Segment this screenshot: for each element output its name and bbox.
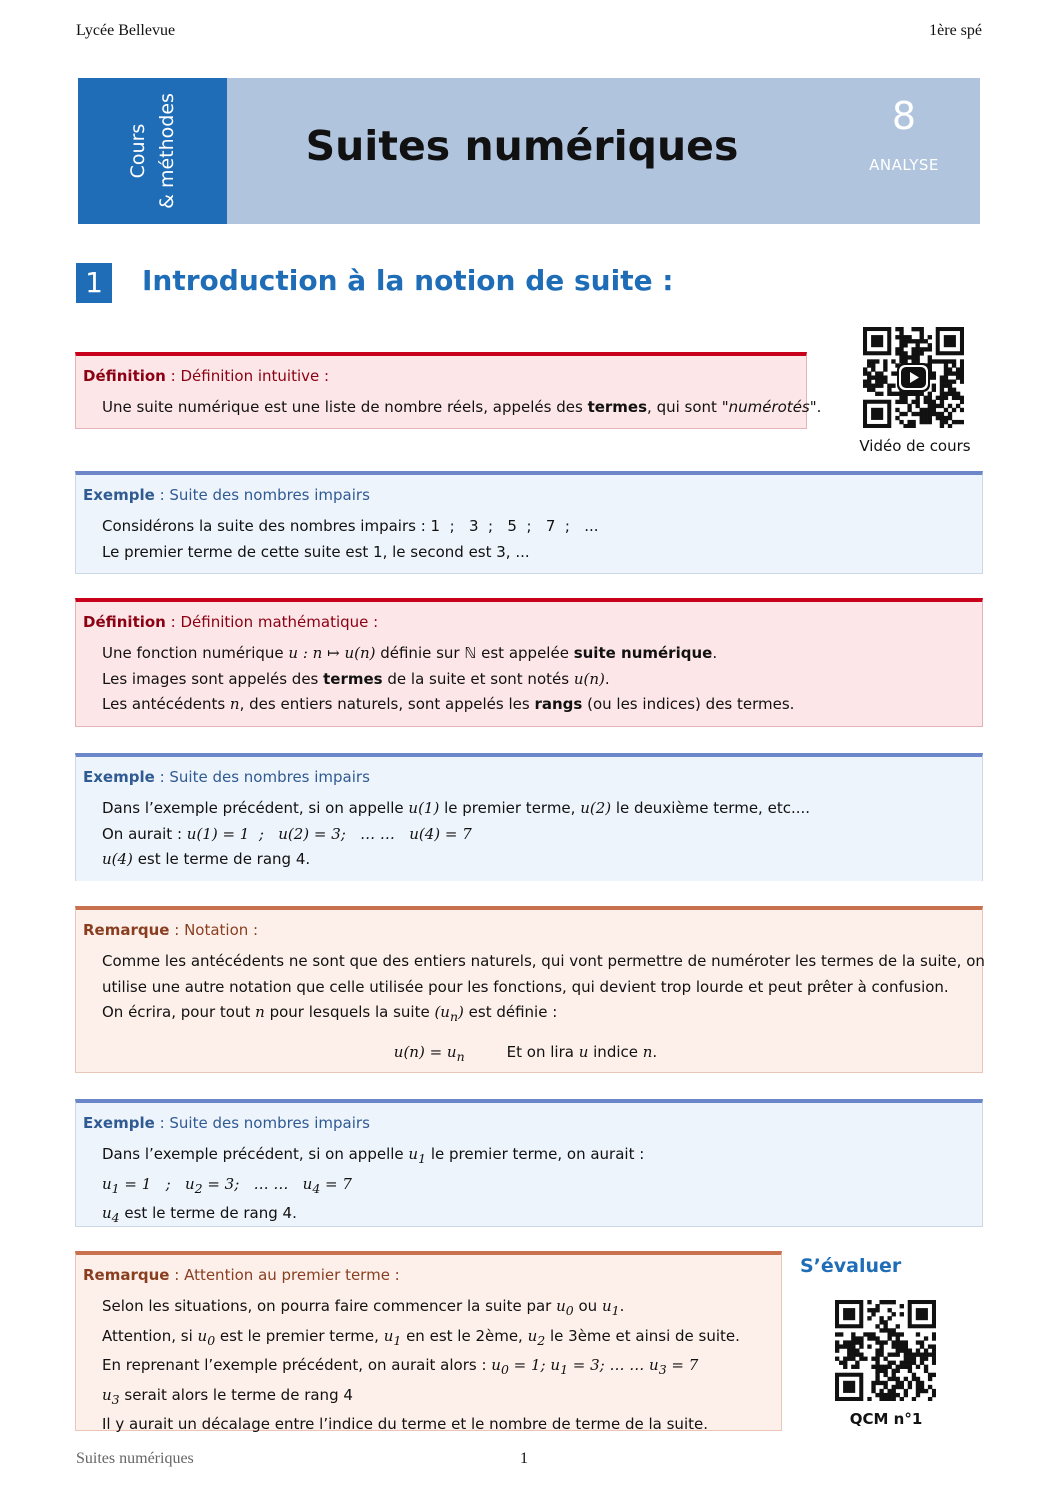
text: pour lesquels la suite <box>264 1003 435 1021</box>
math: = 3; … … <box>202 1174 303 1193</box>
math: ) <box>458 1003 464 1021</box>
math-subscript: 3 <box>111 1391 120 1407</box>
text: est le premier terme, <box>215 1326 384 1345</box>
banner-tag-line2: & méthodes <box>155 93 178 209</box>
math: u(n) <box>573 669 605 688</box>
box-line <box>102 1201 968 1231</box>
notation-formula <box>83 1040 968 1069</box>
math-subscript: 1 <box>393 1332 402 1348</box>
text: Les images sont appelés des <box>102 669 324 688</box>
box-line: Considérons la suite des nombres impairs : 1 ; 3 ; 5 ; 7 ; ... <box>102 517 599 535</box>
self-evaluate-heading: S’évaluer <box>800 1255 902 1277</box>
box-line <box>102 1294 767 1324</box>
box-subtitle: : Notation : <box>174 921 259 939</box>
math: u(n) = u <box>393 1042 457 1061</box>
box-heading <box>83 1265 767 1285</box>
math: u <box>197 1326 208 1345</box>
banner-tag-text <box>124 93 182 209</box>
math: (u <box>434 1003 450 1021</box>
box-heading <box>83 366 792 386</box>
box-line <box>102 667 968 693</box>
chapter-number: 8 <box>891 94 917 138</box>
box-line <box>102 641 968 667</box>
text: (ou les indices) des termes. <box>582 695 795 713</box>
text: , des entiers naturels, sont appelés les <box>239 695 535 713</box>
math: u(2) <box>580 799 612 817</box>
text: On aurait : <box>102 824 187 843</box>
box-line <box>102 1324 767 1354</box>
text: de la suite et sont notés <box>382 669 574 688</box>
box-subtitle: : Définition intuitive : <box>170 367 330 385</box>
definition-box-mathematical <box>75 598 983 727</box>
text: Et on lira <box>506 1042 579 1061</box>
math: u(4) <box>102 850 133 868</box>
text: ou <box>573 1297 602 1315</box>
box-heading <box>83 485 968 505</box>
text: est le terme de rang 4. <box>132 850 311 868</box>
math: = 7 <box>320 1174 352 1193</box>
keyword-suite-numerique: suite numérique <box>573 644 713 662</box>
box-heading <box>83 1113 968 1133</box>
math-subscript: 0 <box>207 1332 216 1348</box>
example-box-2 <box>75 753 983 881</box>
box-kind: Exemple <box>83 768 155 786</box>
math: = 1; <box>508 1356 551 1374</box>
text: Dans l’exemple précédent, si on appelle <box>102 799 409 817</box>
header-school: Lycée Bellevue <box>76 22 176 39</box>
text: le premier terme, <box>439 799 581 817</box>
math: = 1 ; <box>119 1174 185 1193</box>
text: Une fonction numérique <box>102 644 289 662</box>
math-subscript: 1 <box>418 1151 427 1166</box>
box-subtitle: : Définition mathématique : <box>170 613 379 631</box>
text: Les antécédents <box>102 695 230 713</box>
banner-title-area <box>227 78 980 224</box>
math: n <box>255 1003 265 1021</box>
text: est définie : <box>463 1003 558 1021</box>
definition-box-intuitive <box>75 352 822 429</box>
box-line: utilise une autre notation que celle utilisée pour les fonctions, qui devient trop lourde et peut prêter à confusion. <box>102 977 949 996</box>
math-subscript: 1 <box>111 1180 120 1196</box>
box-kind: Exemple <box>83 486 155 504</box>
box-heading <box>83 767 968 787</box>
box-subtitle: : Suite des nombres impairs <box>159 768 370 786</box>
math: = 3; … … <box>568 1356 650 1374</box>
chapter-domain: ANALYSE <box>869 156 939 174</box>
math-subscript: n <box>449 1009 459 1024</box>
remark-box-notation <box>75 906 983 1073</box>
math: n <box>642 1042 653 1061</box>
math: u <box>556 1297 566 1315</box>
banner-tag <box>78 78 227 224</box>
math-subscript: n <box>456 1048 465 1064</box>
text: . <box>604 669 610 688</box>
page-number: 1 <box>520 1450 528 1467</box>
box-line <box>102 1142 968 1172</box>
text: Selon les situations, on pourra faire commencer la suite par <box>102 1297 557 1315</box>
box-line <box>102 1172 968 1202</box>
box-line <box>102 796 968 822</box>
math: u <box>102 1204 112 1222</box>
box-subtitle: : Suite des nombres impairs <box>159 486 370 504</box>
text: est le terme de rang 4. <box>119 1204 297 1222</box>
box-line <box>102 692 968 718</box>
text: indice <box>588 1042 643 1061</box>
text: Dans l’exemple précédent, si on appelle <box>102 1145 409 1163</box>
quiz-qr-caption: QCM n°1 <box>849 1410 923 1428</box>
quiz-qr-code[interactable] <box>835 1300 936 1401</box>
text: définie sur ℕ est appelée <box>375 644 574 662</box>
box-line <box>102 1000 968 1030</box>
box-heading <box>83 612 968 632</box>
footer-title: Suites numériques <box>76 1450 194 1467</box>
math: u <box>527 1326 538 1345</box>
text: le 3ème et ainsi de suite. <box>545 1326 740 1345</box>
box-line <box>102 1383 767 1413</box>
math: u <box>649 1356 659 1374</box>
text: Une suite numérique est une liste de nombre réels, appelés des <box>102 398 588 416</box>
box-line <box>102 847 968 873</box>
video-qr-code[interactable] <box>863 327 964 428</box>
math: u <box>102 1385 112 1404</box>
text: . <box>652 1042 658 1061</box>
text: En reprenant l’exemple précédent, on aurait alors : <box>102 1356 492 1374</box>
box-line <box>102 1353 767 1383</box>
math: u <box>184 1174 195 1193</box>
text: le premier terme, on aurait : <box>426 1145 645 1163</box>
example-box-3 <box>75 1099 983 1227</box>
box-line: Il y aurait un décalage entre l’indice du terme et le nombre de terme de la suite. <box>102 1415 708 1433</box>
math-subscript: 0 <box>565 1303 574 1318</box>
page-title: Suites numériques <box>305 122 739 170</box>
math-subscript: 2 <box>537 1332 546 1348</box>
math: u(1) = 1 ; u(2) = 3; … … u(4) = 7 <box>186 824 472 843</box>
box-kind: Remarque <box>83 921 170 939</box>
box-kind: Exemple <box>83 1114 155 1132</box>
text: le deuxième terme, etc.... <box>611 799 811 817</box>
math: u <box>491 1356 501 1374</box>
video-qr-caption: Vidéo de cours <box>859 437 971 455</box>
remark-box-first-term <box>75 1251 782 1431</box>
box-subtitle: : Attention au premier terme : <box>174 1266 400 1284</box>
math-subscript: 4 <box>111 1210 120 1225</box>
keyword-termes: termes <box>587 398 648 416</box>
math: u <box>550 1356 561 1374</box>
box-kind: Remarque <box>83 1266 170 1284</box>
math: n <box>229 695 240 713</box>
math-subscript: 1 <box>611 1303 620 1318</box>
math-subscript: 4 <box>312 1180 321 1196</box>
math: u : n ↦ u(n) <box>288 644 376 662</box>
banner-tag-line1: Cours <box>126 123 149 179</box>
header-level: 1ère spé <box>929 22 982 39</box>
text: ". <box>809 398 822 416</box>
play-icon <box>897 363 930 392</box>
box-line <box>102 822 968 848</box>
math: u <box>383 1326 394 1345</box>
box-kind: Définition <box>83 367 166 385</box>
math: = 7 <box>666 1356 699 1374</box>
box-heading <box>83 920 968 940</box>
text: , qui sont " <box>647 398 729 416</box>
text: . <box>619 1297 625 1315</box>
math-subscript: 2 <box>194 1180 203 1196</box>
qr-code-image <box>835 1300 936 1401</box>
box-line: Le premier terme de cette suite est 1, le second est 3, ... <box>102 542 530 561</box>
text: en est le 2ème, <box>401 1326 528 1345</box>
emphasis-numerotes: numérotés <box>728 398 810 416</box>
math: u <box>578 1042 589 1061</box>
keyword-rangs: rangs <box>534 695 583 713</box>
math-subscript: 1 <box>560 1362 569 1377</box>
text: serait alors le terme de rang 4 <box>119 1385 353 1404</box>
math: u <box>302 1174 313 1193</box>
math-subscript: 3 <box>658 1362 667 1377</box>
box-subtitle: : Suite des nombres impairs <box>159 1114 370 1132</box>
text: . <box>712 644 718 662</box>
math: u(1) <box>408 799 440 817</box>
text: On écrira, pour tout <box>102 1003 256 1021</box>
math: u <box>102 1174 112 1193</box>
math-subscript: 0 <box>500 1362 509 1377</box>
text: Attention, si <box>102 1326 198 1345</box>
box-line: Comme les antécédents ne sont que des entiers naturels, qui vont permettre de numéroter les termes de la suite, on <box>102 952 985 970</box>
box-kind: Définition <box>83 613 166 631</box>
section-title: Introduction à la notion de suite : <box>142 264 674 297</box>
math: u <box>601 1297 612 1315</box>
box-line <box>102 395 822 421</box>
math: u <box>408 1145 419 1163</box>
section-number: 1 <box>76 263 112 303</box>
keyword-termes: termes <box>323 669 383 688</box>
example-box-1 <box>75 471 983 574</box>
